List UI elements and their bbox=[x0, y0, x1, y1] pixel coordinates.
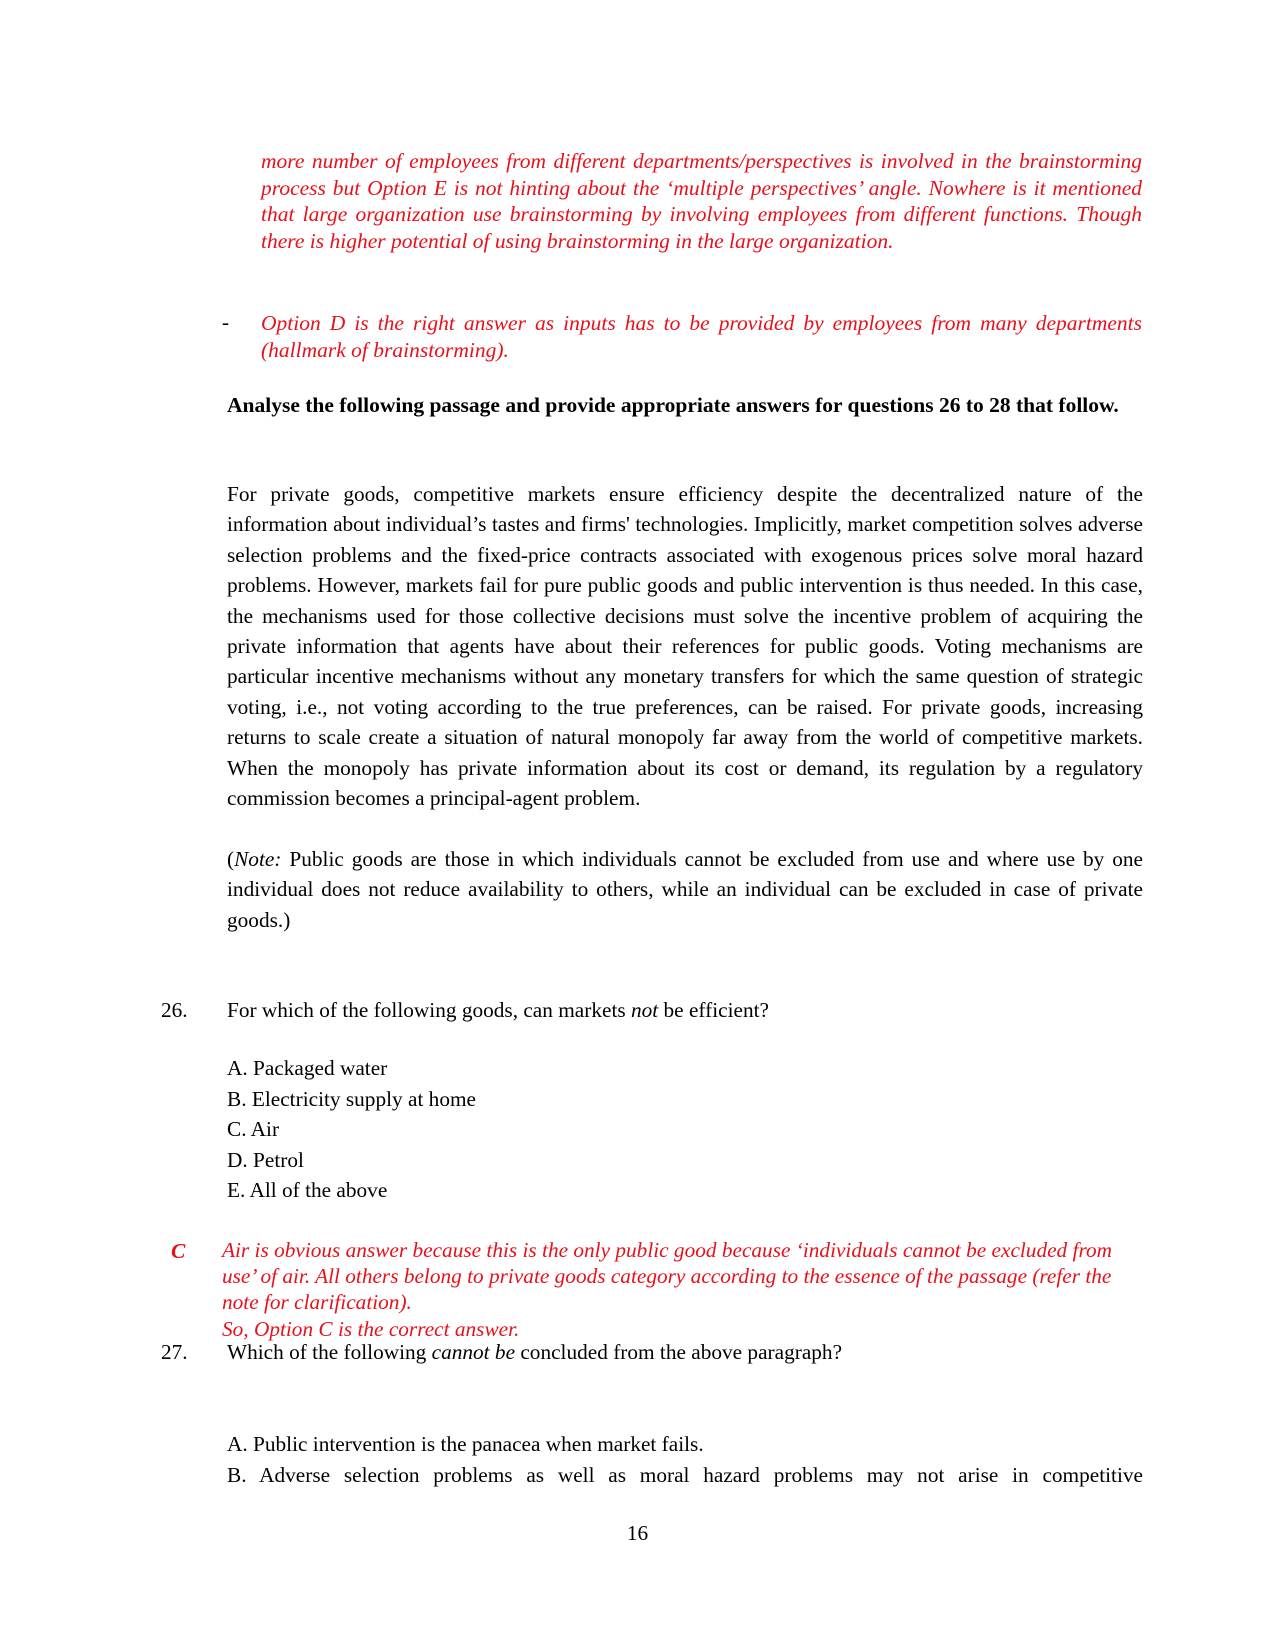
q26-text-after: be efficient? bbox=[658, 998, 769, 1022]
note-text: Public goods are those in which individuals cannot be excluded from use and where use by one individual does not reduce availability to others, while an individual can be excluded in case of private goods.) bbox=[227, 847, 1143, 932]
option-d-explanation: Option D is the right answer as inputs has to be provided by employees from many departments (hallmark of brainstorming). bbox=[261, 311, 1142, 362]
answer-explanation bbox=[222, 1237, 1142, 1342]
note-open-paren: ( bbox=[227, 847, 235, 871]
question-27-options bbox=[227, 1429, 1143, 1491]
question-26-options bbox=[227, 1053, 476, 1206]
passage-note bbox=[227, 844, 1143, 935]
q27-text-before: Which of the following bbox=[227, 1340, 432, 1364]
q26-text-before: For which of the following goods, can markets bbox=[227, 998, 631, 1022]
question-27-number: 27. bbox=[161, 1340, 188, 1364]
passage-instruction: Analyse the following passage and provide appropriate answers for questions 26 to 28 that follow. bbox=[227, 393, 1119, 417]
option-a: A. Public intervention is the panacea when market fails. bbox=[227, 1432, 704, 1456]
option-c: C. Air bbox=[227, 1117, 280, 1141]
question-26-number: 26. bbox=[161, 998, 188, 1022]
option-e: E. All of the above bbox=[227, 1178, 388, 1202]
option-b: B. Adverse selection problems as well as moral hazard problems may not arise in competitive bbox=[227, 1463, 1143, 1487]
bullet-dash: - bbox=[222, 310, 229, 334]
option-b: B. Electricity supply at home bbox=[227, 1086, 477, 1111]
option-a: A. Packaged water bbox=[227, 1056, 388, 1080]
question-26-text bbox=[227, 998, 769, 1023]
q27-text-emph: cannot be bbox=[431, 1340, 516, 1364]
note-label: Note: bbox=[234, 847, 282, 871]
carryover-explanation: more number of employees from different departments/perspectives is involved in the brainstorming process but Option E is not hinting about the ‘multiple perspectives’ angle. Nowhere is it mentioned that large organization use brainstorming by involving employees from different functions. Though there is higher potential of using brainstorming in the large organization. bbox=[261, 149, 1142, 253]
passage-text: For private goods, competitive markets ensure efficiency despite the decentralized nature of the information about individual’s tastes and firms' technologies. Implicitly, market competition solves adverse selection problems and the fixed-price contracts associated with exogenous prices solve moral hazard problems. However, markets fail for pure public goods and public intervention is thus needed. In this case, the mechanisms used for those collective decisions must solve the incentive problem of acquiring the private information that agents have about their references for public goods. Voting mechanisms are particular incentive mechanisms without any monetary transfers for which the same question of strategic voting, i.e., not voting according to the true preferences, can be raised. For private goods, increasing returns to scale create a situation of natural monopoly far away from the world of competitive markets. When the monopoly has private information about its cost or demand, its regulation by a regulatory commission becomes a principal-agent problem. bbox=[227, 482, 1143, 811]
answer-explanation-body: Air is obvious answer because this is the only public good because ‘individuals cannot be excluded from use’ of air. All others belong to private goods category according to the essence of the passage (refer the note for clarification). bbox=[222, 1238, 1112, 1315]
answer-letter: C bbox=[171, 1239, 186, 1263]
q27-text-after: concluded from the above paragraph? bbox=[515, 1340, 843, 1364]
option-d: D. Petrol bbox=[227, 1147, 304, 1172]
question-27-text bbox=[227, 1340, 842, 1365]
q26-text-emph: not bbox=[630, 998, 659, 1022]
page-number: 16 bbox=[626, 1521, 649, 1545]
answer-conclusion: So, Option C is the correct answer. bbox=[222, 1316, 520, 1341]
